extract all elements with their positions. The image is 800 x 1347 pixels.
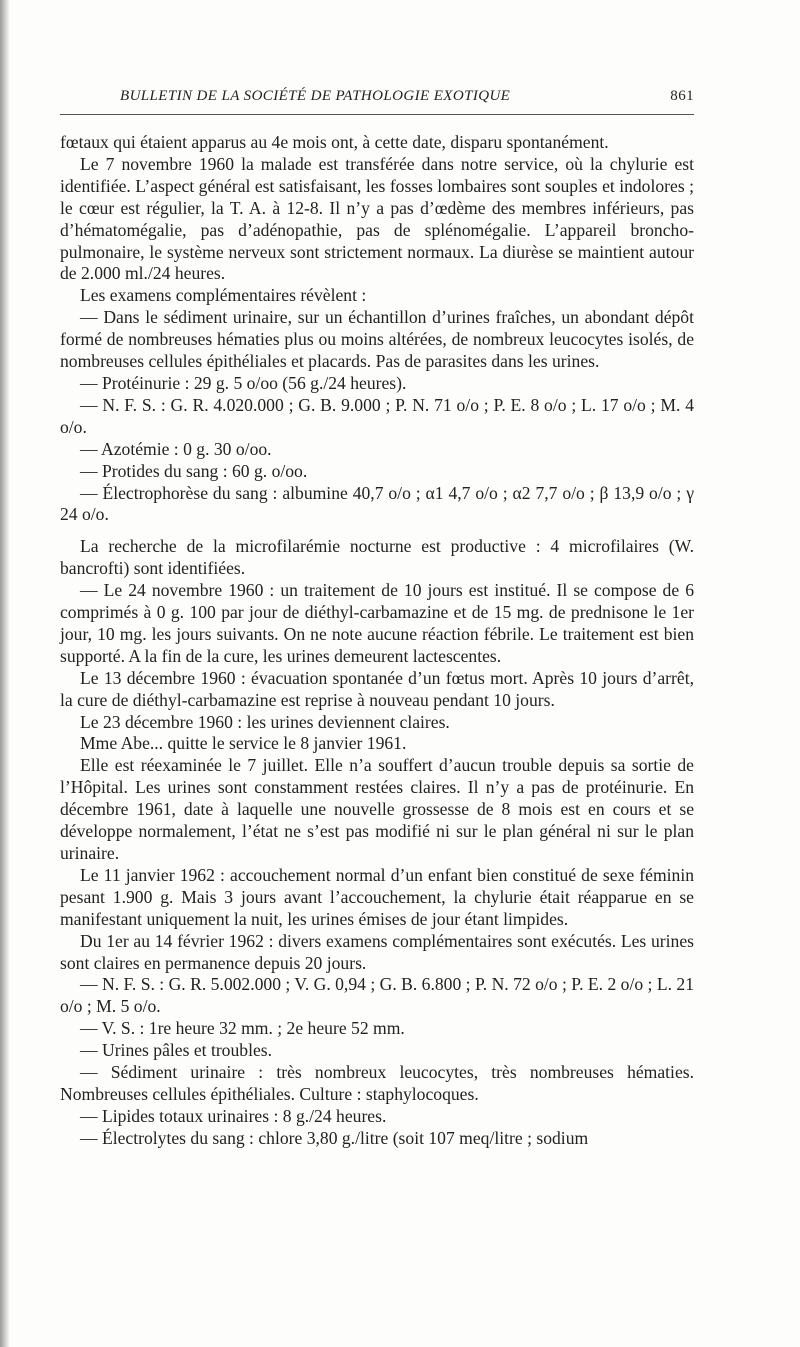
paragraph: — Urines pâles et troubles. (80, 1040, 273, 1061)
page-number: 861 (670, 88, 694, 104)
paragraph: Elle est réexaminée le 7 juillet. Elle n’a souffert d’aucun trouble depuis sa sortie de l’Hôpital. Les urines sont constamment restées claires. Il n’y a pas de protéinurie. En décembre 1961, date à laquelle une nouvelle grossesse de 8 mois est en cours et se développe normalement, l’état ne s’est pas modifié ni sur le plan général ni sur le plan urinaire. (60, 755, 694, 863)
paragraph: — Dans le sédiment urinaire, sur un échantillon d’urines fraîches, un abondant dépôt formé de nombreuses hématies plus ou moins altérées, de nombreux leucocytes isolés, de nombreuses cellules épithéliales et placards. Pas de parasites dans les urines. (60, 307, 694, 372)
paragraph: Le 7 novembre 1960 la malade est transférée dans notre service, où la chylurie est identifiée. L’aspect général est satisfaisant, les fosses lombaires sont souples et indolores ; le cœur est régulier, la T. A. à 12-8. Il n’y a pas d’œdème des membres inférieurs, pas d’hématomégalie, pas d’adénopathie, pas de splénomégalie. L’appareil broncho-pulmonaire, le système nerveux sont strictement normaux. La diurèse se maintient autour de 2.000 ml./24 heures. (60, 153, 694, 284)
page-binding-shadow (0, 0, 10, 1347)
paragraph: Le 11 janvier 1962 : accouchement normal d’un enfant bien constitué de sexe féminin pesant 1.900 g. Mais 3 jours avant l’accouchement, la chylurie était réapparue en se manifestant uniquement la nuit, les urines émises de jour étant limpides. (60, 864, 694, 929)
running-title: BULLETIN DE LA SOCIÉTÉ DE PATHOLOGIE EXOTIQUE (120, 88, 511, 104)
paragraph: — N. F. S. : G. R. 5.002.000 ; V. G. 0,94 ; G. B. 6.800 ; P. N. 72 o/o ; P. E. 2 o/o ; L. 21 o/o ; M. 5 o/o. (60, 974, 694, 1017)
paragraph: La recherche de la microfilarémie nocturne est productive : 4 microfilaires (W. bancrofti) sont identifiées. (60, 536, 694, 579)
paragraph: Le 23 décembre 1960 : les urines deviennent claires. (80, 711, 450, 732)
paragraph: — N. F. S. : G. R. 4.020.000 ; G. B. 9.000 ; P. N. 71 o/o ; P. E. 8 o/o ; L. 17 o/o ; M. 4 o/o. (60, 394, 694, 437)
paragraph: fœtaux qui étaient apparus au 4e mois ont, à cette date, disparu spontanément. (60, 132, 609, 152)
paragraph: — Lipides totaux urinaires : 8 g./24 heures. (80, 1105, 387, 1126)
paragraph: — Sédiment urinaire : très nombreux leucocytes, très nombreuses hématies. Nombreuses cellules épithéliales. Culture : staphylocoques. (60, 1062, 694, 1104)
paragraph: — V. S. : 1re heure 32 mm. ; 2e heure 52 mm. (80, 1018, 405, 1039)
running-header (60, 88, 694, 115)
paragraph: Mme Abe... quitte le service le 8 janvier 1961. (80, 733, 407, 754)
paragraph: — Le 24 novembre 1960 : un traitement de 10 jours est institué. Il se compose de 6 comprimés à 0 g. 100 par jour de diéthyl-carbamazine et de 15 mg. de prednisone le 1er jour, 10 mg. les jours suivants. On ne note aucune réaction fébrile. Le traitement est bien supporté. A la fin de la cure, les urines demeurent lactescentes. (60, 580, 694, 666)
paragraph: — Protéinurie : 29 g. 5 o/oo (56 g./24 heures). (80, 372, 407, 393)
paragraph: Le 13 décembre 1960 : évacuation spontanée d’un fœtus mort. Après 10 jours d’arrêt, la cure de diéthyl-carbamazine est reprise à nouveau pendant 10 jours. (60, 667, 694, 710)
paragraph: — Électrolytes du sang : chlore 3,80 g./litre (soit 107 meq/litre ; sodium (80, 1127, 589, 1148)
paragraph: — Azotémie : 0 g. 30 o/oo. (80, 438, 272, 459)
paragraph: — Électrophorèse du sang : albumine 40,7 o/o ; α1 4,7 o/o ; α2 7,7 o/o ; β 13,9 o/o ; γ 24 o/o. (60, 482, 694, 525)
body-text (60, 132, 694, 1150)
paragraph: Les examens complémentaires révèlent : (80, 285, 367, 306)
paragraph: — Protides du sang : 60 g. o/oo. (80, 460, 308, 481)
paragraph: Du 1er au 14 février 1962 : divers examens complémentaires sont exécutés. Les urines sont claires en permanence depuis 20 jours. (60, 930, 694, 973)
